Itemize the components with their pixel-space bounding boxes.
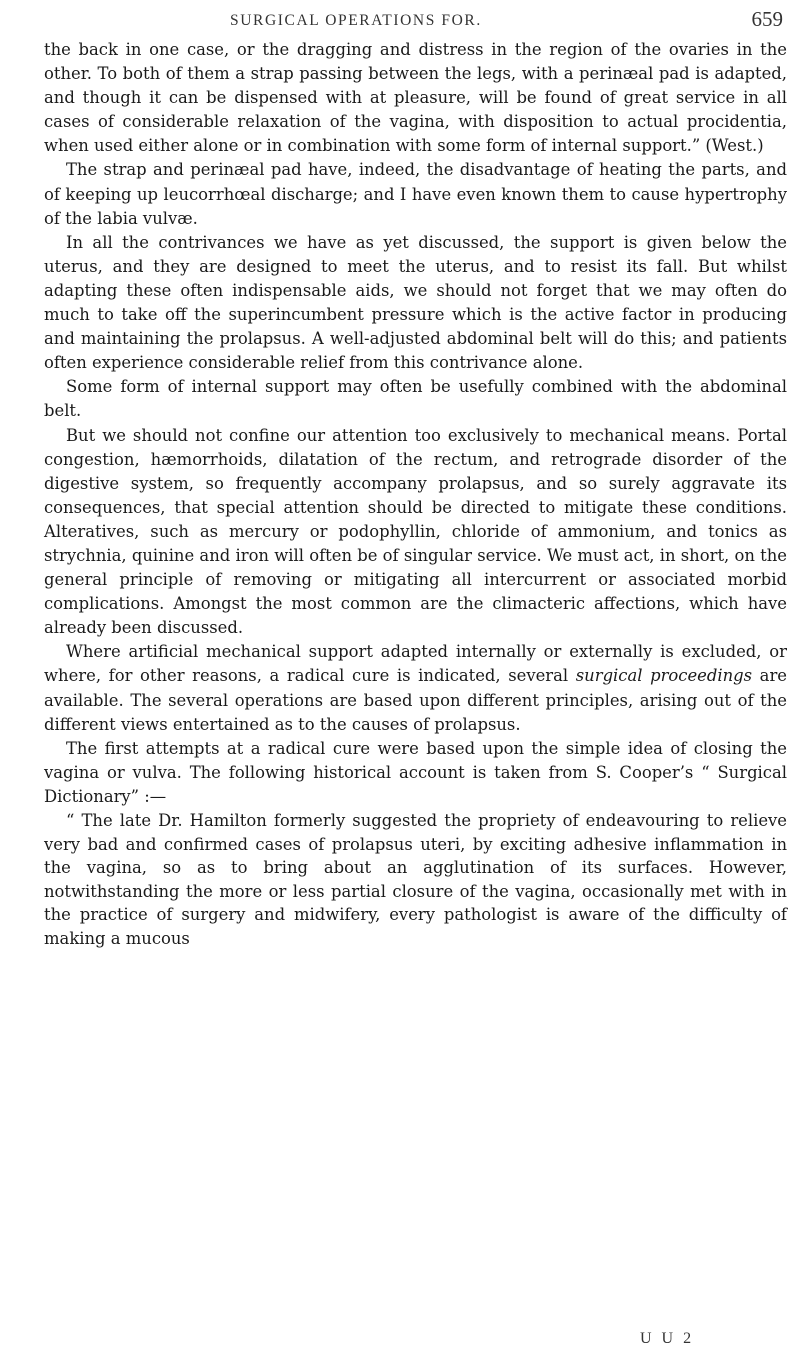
page-number: 659 xyxy=(751,7,783,31)
signature-mark: U U 2 xyxy=(640,1330,695,1347)
quoted-paragraph: “ The late Dr. Hamilton formerly suggested the propriety of endeavouring to relieve very bad and confirmed cases of prolapsus uteri, by exciting adhesive inflammation in the vagina, so as to bring about an agglutination of its surfaces. However, notwithstanding the more or less partial closure of the vagina, occasionally met with in the practice of surgery and midwifery, every pathologist is aware of the difficulty of making a mucous xyxy=(44,811,787,948)
paragraph-6-part-1: Where artificial mechanical support adapted internally or externally is excluded, or where, for other reasons, a radical cure is indicated, several xyxy=(44,642,787,686)
page-header xyxy=(44,4,787,38)
paragraph-7: The first attempts at a radical cure were based upon the simple idea of closing the vagina or vulva. The following historical account is taken from S. Cooper’s “ Surgical Dictionary” :— xyxy=(44,738,787,806)
italic-phrase: surgical proceedings xyxy=(575,666,753,686)
paragraph-1: the back in one case, or the dragging and distress in the region of the ovaries in the other. To both of them a strap passing between the legs, with a perinæal pad is adapted, and though it can be dispensed with at pleasure, will be found of great service in all cases of considerable relaxation of the vagina, with disposition to actual procidentia, when used either alone or in combination with some form of internal support.” (West.) xyxy=(44,40,787,156)
paragraph-6-part-2: are available. The several operations are based upon different principles, arising out of the different views entertained as to the causes of prolapsus. xyxy=(44,666,787,734)
paragraph-6 xyxy=(44,640,787,736)
paragraph-4: Some form of internal support may often be usefully combined with the abdominal belt. xyxy=(44,377,787,421)
paragraph-5: But we should not confine our attention too exclusively to mechanical means. Portal congestion, hæmorrhoids, dilatation of the rectum, and retrograde disorder of the digestive system, so frequently accompany prolapsus, and so surely aggravate its consequences, that special attention should be directed to mitigate these conditions. Alteratives, such as mercury or podophyllin, chloride of ammonium, and tonics as strychnia, quinine and iron will often be of singular service. We must act, in short, on the general principle of removing or mitigating all intercurrent or associated morbid complications. Amongst the most common are the climacteric affections, which have already been discussed. xyxy=(44,425,787,638)
paragraph-2: The strap and perinæal pad have, indeed, the disadvantage of heating the parts, and of keeping up leucorrhœal discharge; and I have even known them to cause hypertrophy of the labia vulvæ. xyxy=(44,160,787,228)
running-head: SURGICAL OPERATIONS FOR. xyxy=(230,12,482,29)
body-text xyxy=(44,38,787,951)
paragraph-3: In all the contrivances we have as yet discussed, the support is given below the uterus, and they are designed to meet the uterus, and to resist its fall. But whilst adapting these often indispensable aids, we should not forget that we may often do much to take off the superincumbent pressure which is the active factor in producing and maintaining the prolapsus. A well-adjusted abdominal belt will do this; and patients often experience considerable relief from this contrivance alone. xyxy=(44,232,787,373)
